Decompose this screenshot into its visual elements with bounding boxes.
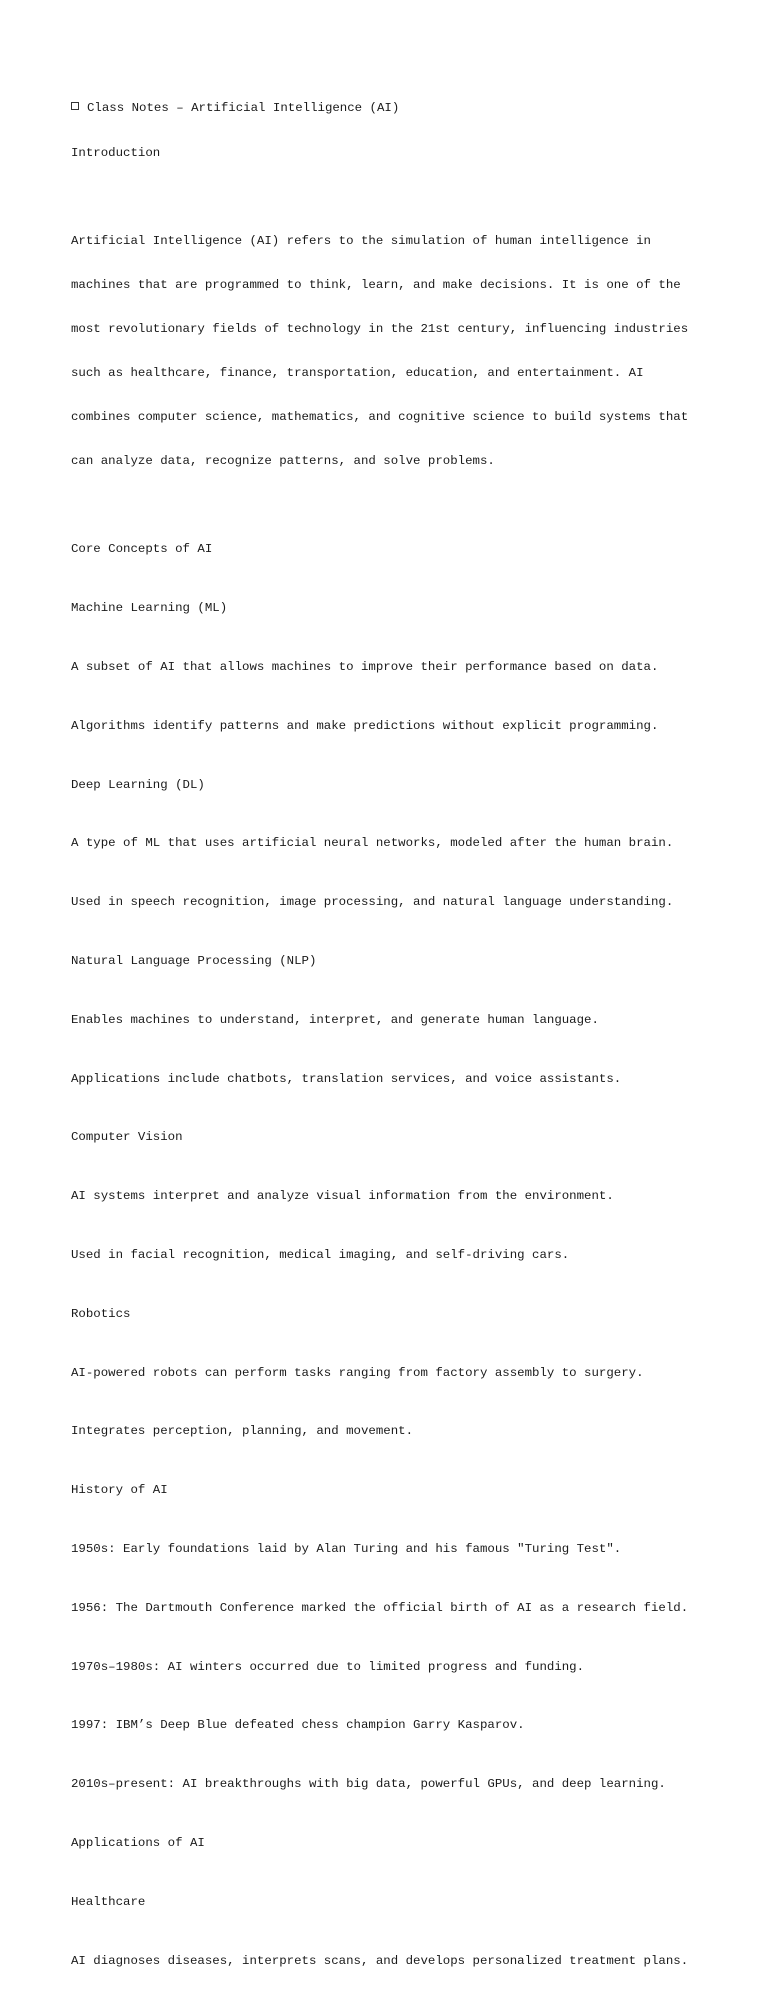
text-line: 1970s–1980s: AI winters occurred due to limited progress and funding. [71, 1659, 585, 1674]
text-line: 2010s–present: AI breakthroughs with big data, powerful GPUs, and deep learning. [71, 1777, 666, 1792]
subheading-machine-learning: Machine Learning (ML) [71, 601, 228, 616]
subheading-deep-learning: Deep Learning (DL) [71, 777, 205, 792]
subheading-healthcare: Healthcare [71, 1894, 146, 1909]
square-bullet-icon [71, 102, 79, 110]
text-line: 1997: IBM’s Deep Blue defeated chess champion Garry Kasparov. [71, 1718, 525, 1733]
text-line: A type of ML that uses artificial neural networks, modeled after the human brain. [71, 836, 674, 851]
text-line: AI systems interpret and analyze visual information from the environment. [71, 1189, 614, 1204]
subheading-robotics: Robotics [71, 1306, 131, 1321]
text-line: Enables machines to understand, interpret, and generate human language. [71, 1012, 599, 1027]
intro-line: machines that are programmed to think, learn, and make decisions. It is one of the [71, 277, 681, 292]
text-line: 1950s: Early foundations laid by Alan Turing and his famous "Turing Test". [71, 1542, 622, 1557]
text-line: A subset of AI that allows machines to improve their performance based on data. [71, 660, 659, 675]
text-line: Applications include chatbots, translation services, and voice assistants. [71, 1071, 622, 1086]
text-line: Used in speech recognition, image processing, and natural language understanding. [71, 895, 674, 910]
document-title: Class Notes – Artificial Intelligence (AI) [87, 101, 400, 116]
text-line: AI-powered robots can perform tasks ranging from factory assembly to surgery. [71, 1365, 644, 1380]
text-line: Used in facial recognition, medical imaging, and self-driving cars. [71, 1248, 570, 1263]
intro-line: combines computer science, mathematics, and cognitive science to build systems that [71, 410, 689, 425]
text-line: Algorithms identify patterns and make predictions without explicit programming. [71, 718, 659, 733]
document-page [71, 72, 731, 1998]
intro-line: Artificial Intelligence (AI) refers to the simulation of human intelligence in [71, 233, 651, 248]
section-heading-core-concepts: Core Concepts of AI [71, 542, 213, 557]
intro-heading: Introduction [71, 145, 161, 160]
intro-line: most revolutionary fields of technology in the 21st century, influencing industries [71, 321, 689, 336]
intro-line: can analyze data, recognize patterns, and solve problems. [71, 454, 495, 469]
document-title-line [71, 101, 731, 116]
section-heading-applications: Applications of AI [71, 1836, 205, 1850]
section-heading-history: History of AI [71, 1483, 168, 1498]
intro-line: such as healthcare, finance, transportation, education, and entertainment. AI [71, 366, 644, 381]
text-line: 1956: The Dartmouth Conference marked the official birth of AI as a research field. [71, 1600, 689, 1615]
subheading-computer-vision: Computer Vision [71, 1130, 183, 1145]
text-line: Integrates perception, planning, and movement. [71, 1424, 414, 1439]
text-line: AI diagnoses diseases, interprets scans, and develops personalized treatment plans. [71, 1953, 689, 1968]
intro-paragraph [71, 204, 731, 498]
subheading-nlp: Natural Language Processing (NLP) [71, 954, 317, 969]
